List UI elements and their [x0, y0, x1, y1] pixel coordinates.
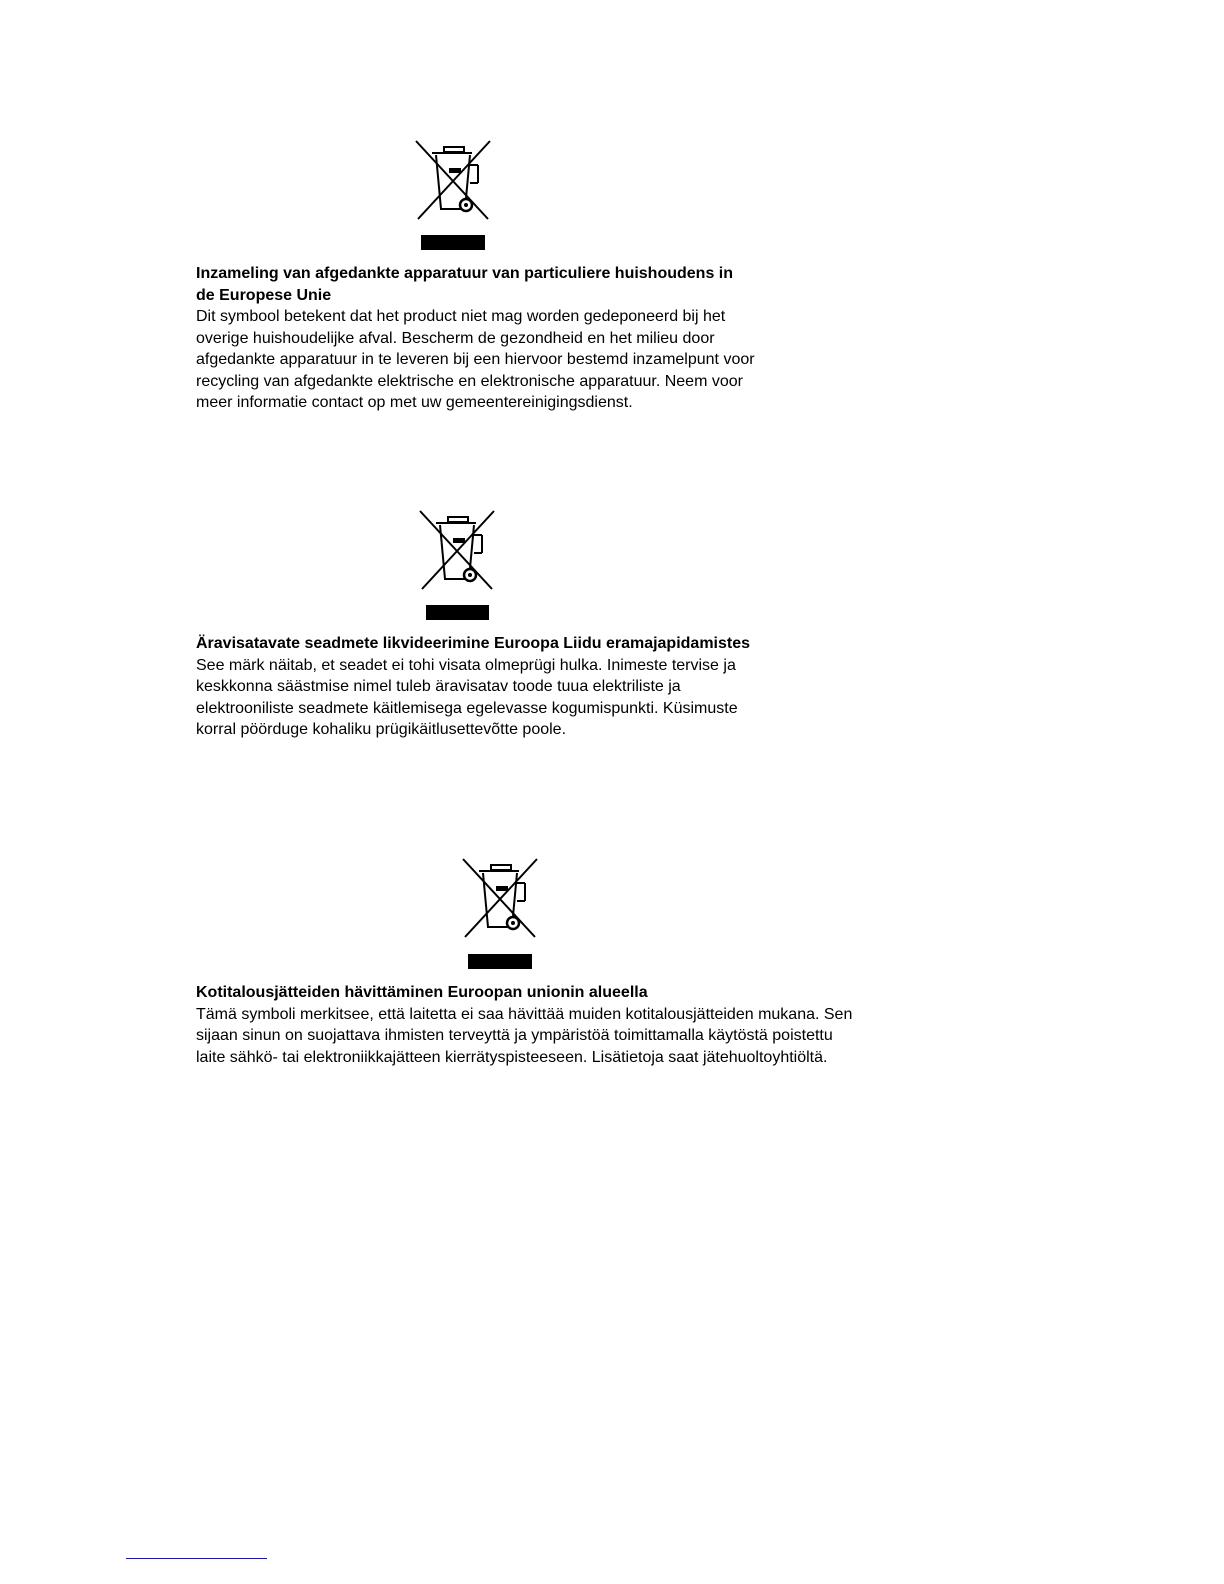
- notice-finnish: [196, 982, 856, 1068]
- weee-underline-bar: [421, 235, 485, 250]
- notice-body: Dit symbool betekent dat het product niet mag worden gedeponeerd bij het overige huishoudelijke afval. Bescherm de gezondheid en het milieu door afgedankte apparatuur in te leveren bij een hiervoor bestemd inzamelpunt voor recycling van afgedankte elektrische en elektronische apparatuur. Neem voor meer informatie contact op met uw gemeentereinigingsdienst.: [196, 308, 755, 411]
- notice-estonian: [196, 633, 756, 741]
- notice-title: Kotitalousjätteiden hävittäminen Euroopan unionin alueella: [196, 984, 648, 1001]
- notice-dutch: [196, 263, 756, 414]
- footnote-separator: [126, 1558, 267, 1559]
- crossed-out-wheeled-bin-icon: [461, 857, 539, 939]
- weee-underline-bar: [426, 605, 489, 620]
- notice-body: See märk näitab, et seadet ei tohi visata olmeprügi hulka. Inimeste tervise ja keskkonna säästmise nimel tuleb äravisatav toode tuua elektriliste ja elektrooniliste seadmete käitlemisega egelevasse kogumispunkti. Küsimuste korral pöörduge kohaliku prügikäitlusettevõtte poole.: [196, 656, 738, 738]
- notice-title: Inzameling van afgedankte apparatuur van particuliere huishoudens in de Europese Unie: [196, 265, 734, 304]
- crossed-out-wheeled-bin-icon: [418, 509, 496, 591]
- weee-underline-bar: [468, 954, 532, 969]
- crossed-out-wheeled-bin-icon: [414, 139, 492, 221]
- notice-body: Tämä symboli merkitsee, että laitetta ei saa hävittää muiden kotitalousjätteiden mukana. Sen sijaan sinun on suojattava ihmisten terveyttä ja ympäristöä toimittamalla käytöstä poistettu laite sähkö- tai elektroniikkajätteen kierrätyspisteeseen. Lisätietoja saat jätehuoltoyhtiöltä.: [196, 1005, 853, 1066]
- notice-title: Äravisatavate seadmete likvideerimine Euroopa Liidu eramajapidamistes: [196, 635, 751, 652]
